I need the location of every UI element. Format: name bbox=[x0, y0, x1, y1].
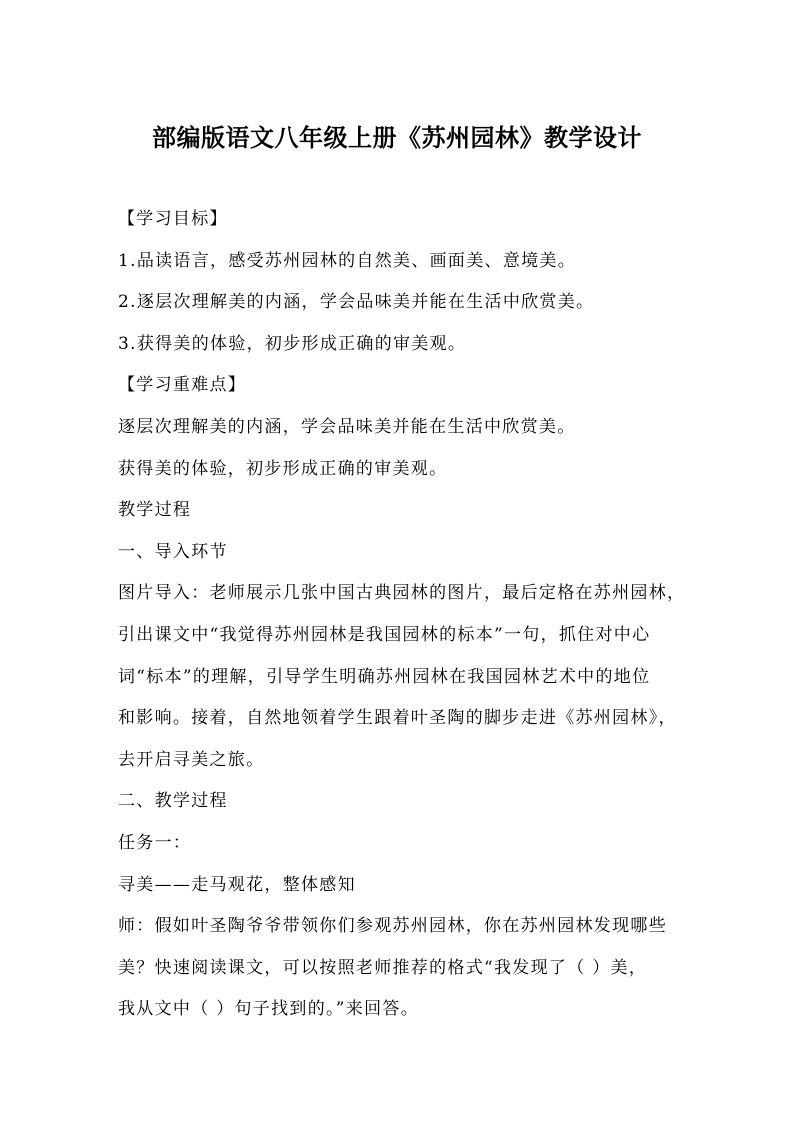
key-point-2: 获得美的体验，初步形成正确的审美观。 bbox=[118, 458, 448, 479]
paragraph-line: 美？快速阅读课文，可以按照老师推荐的格式“我发现了（ ）美， bbox=[118, 957, 648, 978]
section-heading-process: 教学过程 bbox=[118, 500, 192, 521]
subsection-heading-teaching: 二、教学过程 bbox=[118, 791, 228, 812]
paragraph-line: 和影响。接着，自然地领着学生跟着叶圣陶的脚步走进《苏州园林》， bbox=[118, 708, 677, 729]
document-title: 部编版语文八年级上册《苏州园林》教学设计 bbox=[152, 124, 642, 152]
section-heading-objectives: 【学习目标】 bbox=[118, 209, 228, 229]
key-point-1: 逐层次理解美的内涵，学会品味美并能在生活中欣赏美。 bbox=[118, 416, 576, 437]
task-label: 任务一： bbox=[118, 832, 192, 853]
paragraph-line: 引出课文中“我觉得苏州园林是我国园林的标本”一句，抓住对中心 bbox=[118, 624, 651, 645]
objective-item-2: 2.逐层次理解美的内涵，学会品味美并能在生活中欣赏美。 bbox=[118, 292, 595, 313]
task-title: 寻美——走马观花，整体感知 bbox=[118, 874, 356, 895]
objective-item-3: 3.获得美的体验，初步形成正确的审美观。 bbox=[118, 333, 467, 354]
subsection-heading-intro: 一、导入环节 bbox=[118, 541, 228, 562]
paragraph-line: 词“标本”的理解，引导学生明确苏州园林在我国园林艺术中的地位 bbox=[118, 666, 651, 687]
paragraph-line: 图片导入：老师展示几张中国古典园林的图片，最后定格在苏州园林， bbox=[118, 583, 686, 604]
paragraph-line: 我从文中（ ）句子找到的。”来回答。 bbox=[118, 999, 419, 1020]
paragraph-line: 去开启寻美之旅。 bbox=[118, 749, 265, 770]
document-body bbox=[118, 199, 688, 1031]
objective-item-1: 1.品读语言，感受苏州园林的自然美、画面美、意境美。 bbox=[118, 250, 577, 271]
paragraph-line: 师：假如叶圣陶爷爷带领你们参观苏州园林，你在苏州园林发现哪些 bbox=[118, 916, 667, 937]
section-heading-key-points: 【学习重难点】 bbox=[118, 375, 247, 396]
